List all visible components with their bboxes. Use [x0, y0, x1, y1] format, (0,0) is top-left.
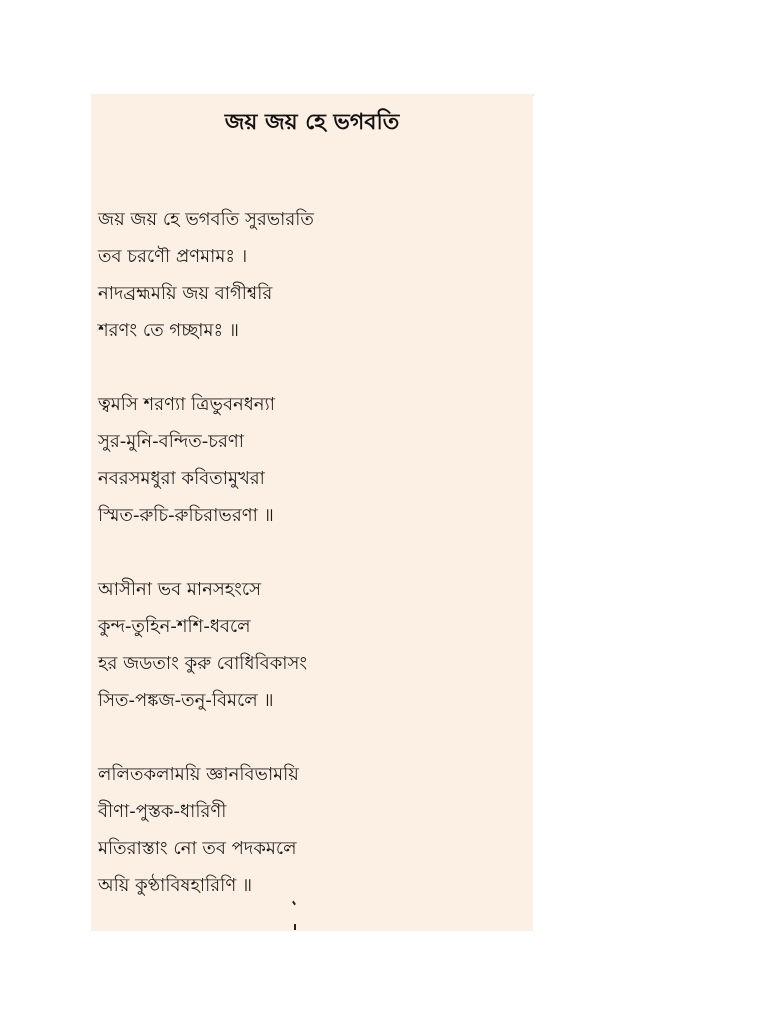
verse-line: মতিরাস্তাং নো তব পদকমলে	[98, 838, 297, 859]
verse-line: জয় জয় হে ভগবতি সুরভারতি	[98, 209, 314, 230]
verse-line: সিত-পঙ্কজ-তনু-বিমলে ॥	[98, 690, 274, 711]
verse-line: নবরসমধুরা কবিতামুখরা	[98, 468, 265, 489]
verse-line: অয়ি কুণ্ঠাবিষহারিণি ॥	[98, 875, 253, 896]
verse-2	[98, 386, 275, 534]
verse-line: হর জডতাং কুরু বোধিবিকাসং	[98, 653, 308, 674]
verse-line: শরণং তে গচ্ছামঃ ॥	[98, 320, 239, 341]
verse-4	[98, 756, 299, 904]
stray-mark	[294, 924, 296, 930]
verse-line: ললিতকলাময়ি জ্ঞানবিভাময়ি	[98, 764, 299, 785]
verse-line: ত্বমসি শরণ্যা ত্রিভুবনধন্যা	[98, 394, 275, 415]
verse-3	[98, 571, 307, 719]
verse-line: আসীনা ভব মানসহংসে	[98, 579, 262, 600]
verse-line: কুন্দ-তুহিন-শশি-ধবলে	[98, 616, 251, 637]
document-page	[91, 94, 533, 931]
verse-1	[98, 201, 314, 349]
verse-line: স্মিত-রুচি-রুচিরাভরণা ॥	[98, 505, 274, 526]
verse-line: নাদব্রহ্মময়ি জয় বাগীশ্বরি	[98, 283, 273, 304]
verse-line: তব চরণৌ প্রণমামঃ ।	[98, 246, 248, 267]
verse-line: বীণা-পুস্তক-ধারিণী	[98, 801, 227, 822]
page-title: জয় জয় হে ভগবতি	[224, 110, 400, 135]
verse-line: সুর-মুনি-বন্দিত-চরণা	[98, 431, 245, 452]
